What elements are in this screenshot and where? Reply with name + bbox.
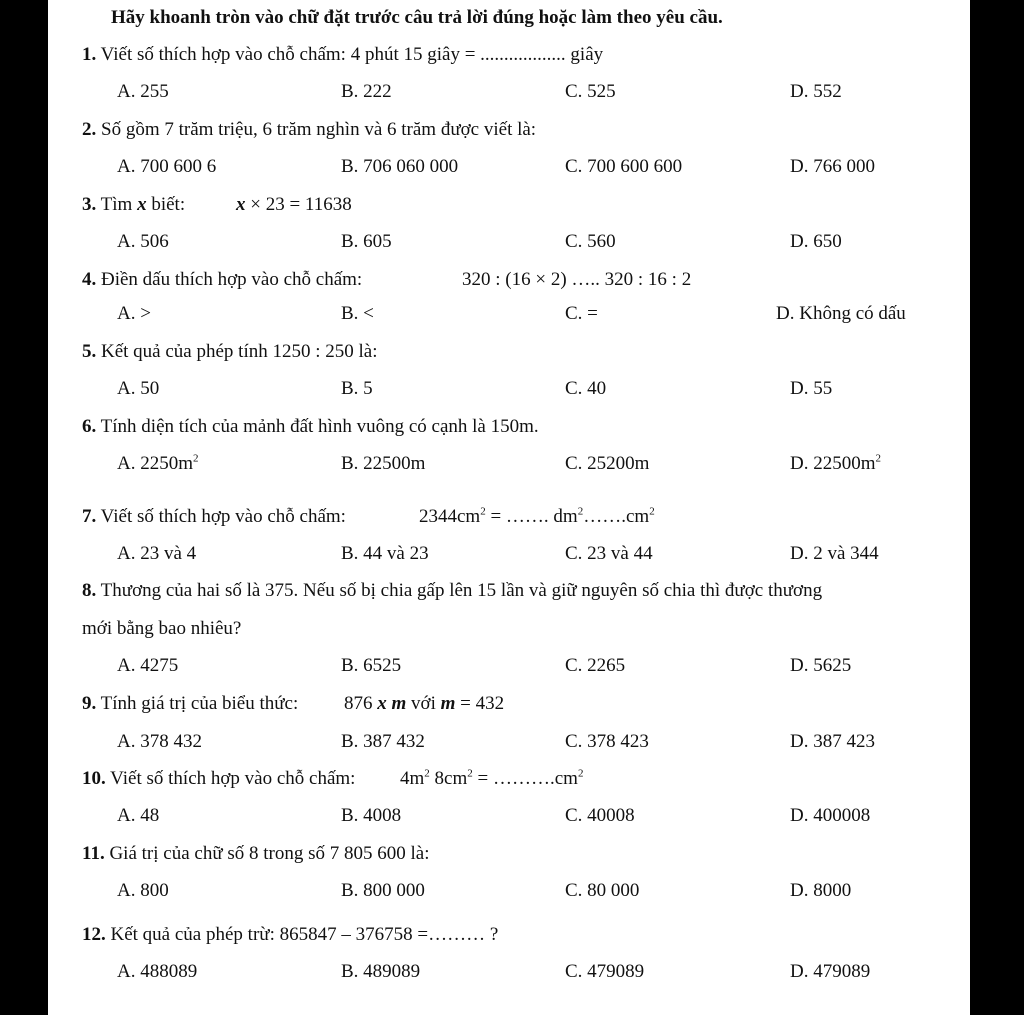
option-b[interactable]: B. <: [341, 303, 374, 324]
worksheet-title: Hãy khoanh tròn vào chữ đặt trước câu trả lời đúng hoặc làm theo yêu cầu.: [111, 7, 723, 28]
option-c[interactable]: C. 525: [565, 81, 616, 102]
option-c[interactable]: C. 700 600 600: [565, 156, 683, 177]
question-text: Thương của hai số là 375. Nếu số bị chia gấp lên 15 lần và giữ nguyên số chia thì được thương: [100, 580, 823, 601]
question-text: Kết quả của phép trừ: 865847 – 376758 =……… ?: [110, 924, 499, 945]
question-text: Tính giá trị của biểu thức:: [100, 693, 299, 714]
question-text: Viết số thích hợp vào chỗ chấm:: [100, 506, 346, 527]
question-number: 11.: [82, 843, 105, 864]
option-a[interactable]: A. 378 432: [117, 731, 202, 752]
option-a[interactable]: A. $2250m^2$: [117, 452, 199, 474]
option-c[interactable]: C. 80 000: [565, 880, 640, 901]
question-number: 7.: [82, 506, 97, 527]
question-number: 8.: [82, 580, 97, 601]
question-text-continued: mới bằng bao nhiêu?: [82, 618, 242, 639]
option-a[interactable]: A. 23 và 4: [117, 543, 197, 564]
option-a[interactable]: A. 48: [117, 805, 160, 826]
option-a[interactable]: A. 506: [117, 231, 169, 252]
question-number: 10.: [82, 768, 106, 789]
option-b[interactable]: B. 44 và 23: [341, 543, 429, 564]
option-a[interactable]: A. 50: [117, 378, 160, 399]
question-number: 1.: [82, 44, 97, 65]
option-b[interactable]: B. 489089: [341, 961, 421, 982]
option-b[interactable]: B. 800 000: [341, 880, 425, 901]
option-a[interactable]: A. 4275: [117, 655, 179, 676]
question-1: [82, 43, 603, 67]
option-a[interactable]: A. 700 600 6: [117, 156, 217, 177]
option-b[interactable]: B. 4008: [341, 805, 402, 826]
question-number: 3.: [82, 194, 97, 215]
question-number: 6.: [82, 416, 97, 437]
expression: 876 x m với m = 432: [344, 693, 505, 714]
comparison-expression: 320 : (16 × 2) ….. 320 : 16 : 2: [462, 269, 692, 290]
question-5: [82, 340, 378, 364]
option-d[interactable]: D. 5625: [790, 655, 852, 676]
question-3: 3. Tìm x biết:: [82, 194, 186, 215]
question-text: Viết số thích hợp vào chỗ chấm:: [110, 768, 356, 789]
question-text: Giá trị của chữ số 8 trong số 7 805 600 là:: [109, 843, 430, 864]
option-d[interactable]: D. 2 và 344: [790, 543, 879, 564]
option-d[interactable]: D. 387 423: [790, 731, 875, 752]
question-text: Điền dấu thích hợp vào chỗ chấm:: [101, 269, 363, 290]
question-11: [82, 842, 430, 866]
question-10: [82, 767, 355, 791]
option-d[interactable]: D. 8000: [790, 880, 852, 901]
option-d[interactable]: D. Không có dấu: [776, 303, 906, 324]
unit-expression: $4m^2$ $8cm^2$ = $\dots\dots\dots.cm^2$: [400, 767, 584, 789]
option-b[interactable]: B. 6525: [341, 655, 402, 676]
question-number: 2.: [82, 119, 97, 140]
option-c[interactable]: C. 40: [565, 378, 607, 399]
option-b[interactable]: B. 222: [341, 81, 392, 102]
option-a[interactable]: A. >: [117, 303, 151, 324]
option-b[interactable]: B. 605: [341, 231, 392, 252]
question-text: Kết quả của phép tính 1250 : 250 là:: [101, 341, 378, 362]
option-c[interactable]: C. 25200m: [565, 453, 650, 474]
option-d[interactable]: D. 766 000: [790, 156, 875, 177]
option-c[interactable]: C. =: [565, 303, 598, 324]
equation: x × 23 = 11638: [236, 194, 352, 215]
question-number: 12.: [82, 924, 106, 945]
option-b[interactable]: B. 22500m: [341, 453, 426, 474]
question-12: [82, 923, 498, 947]
option-b[interactable]: B. 706 060 000: [341, 156, 459, 177]
option-d[interactable]: D. 479089: [790, 961, 871, 982]
question-number: 5.: [82, 341, 97, 362]
option-d[interactable]: D. 400008: [790, 805, 871, 826]
question-2: [82, 118, 536, 142]
option-c[interactable]: C. 378 423: [565, 731, 649, 752]
option-b[interactable]: B. 5: [341, 378, 373, 399]
option-c[interactable]: C. 2265: [565, 655, 626, 676]
question-text: Viết số thích hợp vào chỗ chấm: 4 phút 15 giây = .................. giây: [100, 44, 604, 65]
option-d[interactable]: D. 55: [790, 378, 833, 399]
question-6: [82, 415, 539, 439]
question-text: Số gồm 7 trăm triệu, 6 trăm nghìn và 6 trăm được viết là:: [101, 119, 537, 140]
question-text: Tính diện tích của mảnh đất hình vuông có cạnh là 150m.: [100, 416, 539, 437]
option-c[interactable]: C. 23 và 44: [565, 543, 653, 564]
option-c[interactable]: C. 40008: [565, 805, 635, 826]
option-a[interactable]: A. 488089: [117, 961, 198, 982]
question-4: [82, 268, 362, 292]
question-8: [82, 579, 822, 603]
option-b[interactable]: B. 387 432: [341, 731, 425, 752]
option-a[interactable]: A. 800: [117, 880, 169, 901]
question-number: 4.: [82, 269, 97, 290]
option-d[interactable]: D. $22500m^2$: [790, 452, 881, 474]
question-number: 9.: [82, 693, 97, 714]
question-7: [82, 505, 346, 529]
option-a[interactable]: A. 255: [117, 81, 169, 102]
option-c[interactable]: C. 479089: [565, 961, 645, 982]
option-d[interactable]: D. 650: [790, 231, 842, 252]
question-9: [82, 692, 298, 716]
unit-expression: $2344cm^2$ = ……. $dm^2\dots\dots.cm^2$: [419, 505, 655, 527]
option-c[interactable]: C. 560: [565, 231, 616, 252]
option-d[interactable]: D. 552: [790, 81, 842, 102]
